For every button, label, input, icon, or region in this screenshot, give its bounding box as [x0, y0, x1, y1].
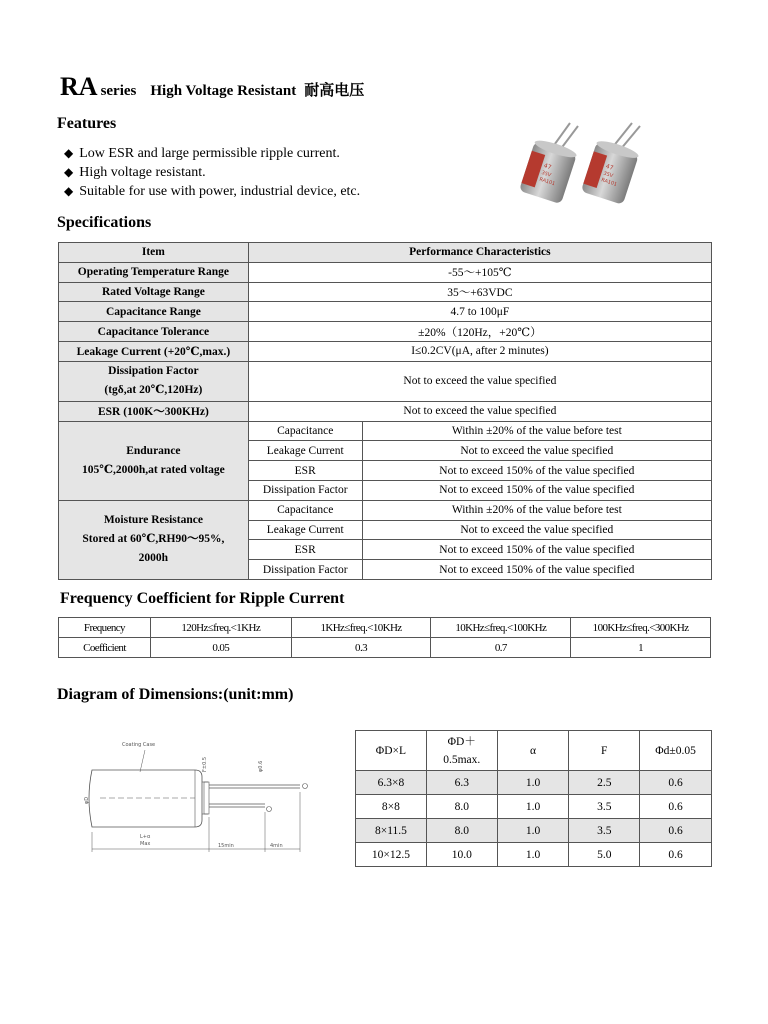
cell: 5.0: [569, 843, 640, 867]
moisture-value: Within ±20% of the value before test: [362, 500, 711, 520]
table-row: [59, 500, 712, 520]
frequency-range: 120Hz≤freq.<1KHz: [150, 618, 291, 638]
cell: 3.5: [569, 819, 640, 843]
moisture-value: Not to exceed the value specified: [362, 520, 711, 540]
table-row: [356, 771, 712, 795]
table-header-row: [59, 243, 712, 263]
features-list: [64, 144, 360, 201]
spec-item: Operating Temperature Range: [59, 262, 249, 282]
photo-label: RA101: [600, 177, 618, 188]
length-label: L+α: [140, 834, 151, 840]
endurance-title: Endurance: [126, 444, 181, 457]
spec-item: Rated Voltage Range: [59, 282, 249, 302]
frequency-table: [58, 617, 711, 658]
col-header: Φd±0.05: [640, 731, 712, 771]
table-row: [59, 618, 711, 638]
frequency-row-label: Frequency: [59, 618, 151, 638]
frequency-heading: Frequency Coefficient for Ripple Current: [60, 590, 345, 607]
spec-value: 35～+63VDC: [248, 282, 711, 302]
series-name: RA: [60, 72, 98, 101]
endurance-value: Not to exceed 150% of the value specified: [362, 461, 711, 481]
cell: 0.6: [640, 819, 712, 843]
endurance-condition: 105℃,2000h,at rated voltage: [81, 463, 225, 476]
cell: 3.5: [569, 795, 640, 819]
table-header-row: [356, 731, 712, 771]
moisture-value: Not to exceed 150% of the value specified: [362, 540, 711, 560]
moisture-param: ESR: [248, 540, 362, 560]
f-label: F±0.5: [202, 756, 208, 772]
table-row: [59, 401, 712, 421]
diameter-label: φD: [84, 796, 90, 804]
moisture-param: Capacitance: [248, 500, 362, 520]
coefficient-value: 0.3: [291, 638, 431, 658]
coating-case-label: Coating Case: [122, 742, 156, 748]
table-row: [59, 341, 712, 361]
table-row: [59, 638, 711, 658]
col-item-header: Item: [59, 243, 249, 263]
cell: 1.0: [497, 795, 569, 819]
col-header: α: [497, 731, 569, 771]
cell: 0.6: [640, 843, 712, 867]
length-max-label: Max: [140, 841, 151, 847]
moisture-value: Not to exceed 150% of the value specified: [362, 560, 711, 580]
specifications-table: [58, 242, 712, 580]
features-heading: Features: [57, 115, 117, 132]
photo-label: 47: [604, 162, 615, 172]
frequency-range: 1KHz≤freq.<10KHz: [291, 618, 431, 638]
cell: 0.6: [640, 795, 712, 819]
moisture-param: Leakage Current: [248, 520, 362, 540]
cell: 1.0: [497, 843, 569, 867]
cell: 1.0: [497, 819, 569, 843]
specifications-heading: Specifications: [57, 214, 152, 231]
spec-item-line: (tgδ,at 20℃,120Hz): [104, 384, 203, 397]
col-header: F: [569, 731, 640, 771]
cell: 2.5: [569, 771, 640, 795]
coefficient-value: 1: [571, 638, 711, 658]
cell: 8×8: [356, 795, 427, 819]
feature-item: ◆ High voltage resistant.: [64, 163, 360, 182]
dimensions-heading: Diagram of Dimensions:(unit:mm): [57, 686, 294, 703]
table-row: [356, 843, 712, 867]
coefficient-value: 0.05: [150, 638, 291, 658]
lead-4-label: 4min: [270, 843, 283, 849]
cell: 10.0: [426, 843, 497, 867]
spec-item: Capacitance Range: [59, 302, 249, 322]
spec-item-line: Dissipation Factor: [108, 365, 199, 378]
endurance-param: ESR: [248, 461, 362, 481]
endurance-value: Not to exceed the value specified: [362, 441, 711, 461]
feature-item: ◆ Low ESR and large permissible ripple current.: [64, 144, 360, 163]
col-header: [426, 731, 497, 771]
capacitor-photo: [512, 118, 662, 208]
spec-item: [59, 361, 249, 401]
cell: 10×12.5: [356, 843, 427, 867]
moisture-title: Moisture Resistance: [103, 514, 203, 527]
table-row: [356, 795, 712, 819]
endurance-value: Not to exceed 150% of the value specified: [362, 480, 711, 500]
photo-label: 35V: [602, 170, 614, 180]
moisture-param: Dissipation Factor: [248, 560, 362, 580]
col-header-line: ΦD＋: [447, 735, 476, 748]
feature-item: ◆ Suitable for use with power, industrial device, etc.: [64, 182, 360, 201]
lead-15-label: 15min: [218, 843, 234, 849]
table-row: [59, 421, 712, 441]
spec-item: Capacitance Tolerance: [59, 322, 249, 342]
moisture-duration: 2000h: [138, 552, 169, 565]
photo-label: RA101: [538, 176, 556, 188]
endurance-param: Leakage Current: [248, 441, 362, 461]
frequency-range: 100KHz≤freq.<300KHz: [571, 618, 711, 638]
frequency-range: 10KHz≤freq.<100KHz: [431, 618, 571, 638]
title-subtitle: High Voltage Resistant: [150, 83, 297, 99]
spec-item: ESR (100K～300KHz): [59, 401, 249, 421]
table-row: [59, 322, 712, 342]
endurance-param: Capacitance: [248, 421, 362, 441]
coefficient-value: 0.7: [431, 638, 571, 658]
spec-value: ±20%（120Hz，+20℃）: [248, 322, 711, 342]
endurance-param: Dissipation Factor: [248, 480, 362, 500]
table-row: [59, 302, 712, 322]
spec-item: Leakage Current (+20℃,max.): [59, 341, 249, 361]
dimension-diagram: [80, 732, 330, 857]
spec-value: Not to exceed the value specified: [248, 401, 711, 421]
series-word: series: [100, 83, 137, 99]
cell: 8×11.5: [356, 819, 427, 843]
table-row: [356, 819, 712, 843]
table-row: [59, 262, 712, 282]
spec-value: -55～+105℃: [248, 262, 711, 282]
title-subtitle-cn: 耐高电压: [304, 81, 365, 99]
page-title: [60, 72, 364, 102]
col-header: ΦD×L: [356, 731, 427, 771]
cell: 6.3×8: [356, 771, 427, 795]
col-perf-header: Performance Characteristics: [248, 243, 711, 263]
cell: 8.0: [426, 819, 497, 843]
moisture-condition: Stored at 60℃,RH90～95%,: [82, 533, 225, 546]
cell: 1.0: [497, 771, 569, 795]
table-row: [59, 361, 712, 401]
cell: 6.3: [426, 771, 497, 795]
spec-value: Not to exceed the value specified: [248, 361, 711, 401]
endurance-value: Within ±20% of the value before test: [362, 421, 711, 441]
lead-diameter-label: φ0.6: [258, 760, 264, 772]
dimensions-table: [355, 730, 712, 867]
cell: 0.6: [640, 771, 712, 795]
photo-label: 35V: [540, 169, 552, 179]
photo-label: 47: [542, 162, 553, 172]
table-row: [59, 282, 712, 302]
moisture-label: [59, 500, 249, 579]
cell: 8.0: [426, 795, 497, 819]
spec-value: I≤0.2CV(μA, after 2 minutes): [248, 341, 711, 361]
endurance-label: [59, 421, 249, 500]
spec-value: 4.7 to 100μF: [248, 302, 711, 322]
col-header-line: 0.5max.: [443, 753, 481, 766]
coefficient-row-label: Coefficient: [59, 638, 151, 658]
